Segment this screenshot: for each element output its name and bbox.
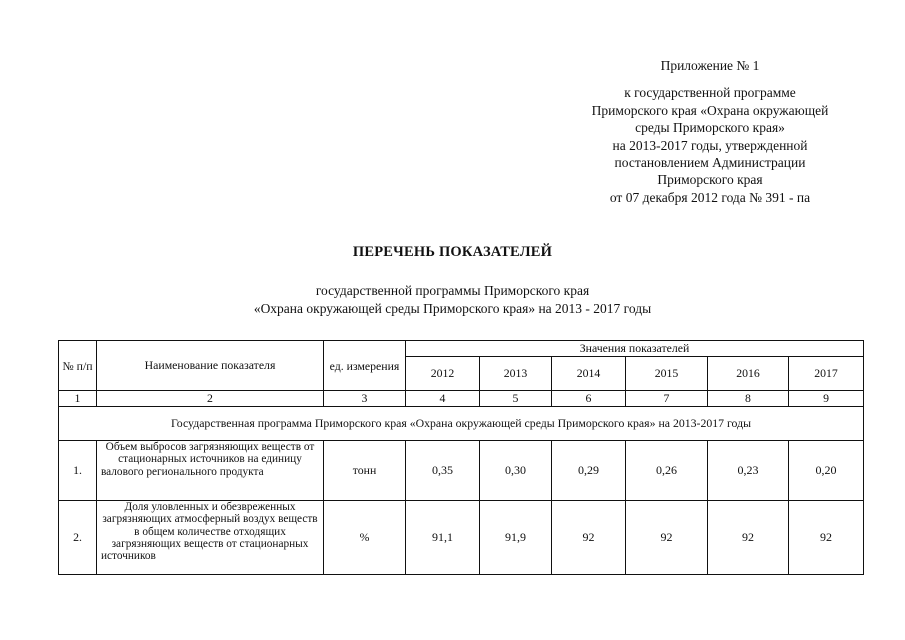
indicator-name: Доля уловленных и обезвреженных загрязняющих атмосферный воздух веществ в общем количестве отходящих загрязняющих веществ от стационарных источников (97, 501, 324, 575)
value-cell: 92 (552, 501, 626, 575)
column-number: 4 (406, 391, 480, 407)
column-number: 3 (324, 391, 406, 407)
column-number: 7 (626, 391, 708, 407)
value-cell: 0,23 (708, 441, 789, 501)
appendix-line: к государственной программе (624, 85, 796, 101)
table-row (59, 441, 864, 501)
header-year: 2017 (789, 357, 864, 391)
value-cell: 92 (626, 501, 708, 575)
header-year: 2016 (708, 357, 789, 391)
indicator-name: Объем выбросов загрязняющих веществ от стационарных источников на единицу валового регионального продукта (97, 441, 324, 501)
value-cell: 92 (708, 501, 789, 575)
row-num: 2. (59, 501, 97, 575)
column-number: 5 (480, 391, 552, 407)
table-row (59, 501, 864, 575)
value-cell: 91,1 (406, 501, 480, 575)
column-number: 1 (59, 391, 97, 407)
column-number: 9 (789, 391, 864, 407)
appendix-line: Приморского края «Охрана окружающей (591, 102, 829, 118)
appendix-line: постановлением Администрации (614, 155, 806, 171)
appendix-line: среды Приморского края» (635, 120, 785, 136)
column-number: 2 (97, 391, 324, 407)
value-cell: 92 (789, 501, 864, 575)
appendix-line: Приморского края (657, 172, 763, 188)
value-cell: 0,20 (789, 441, 864, 501)
header-year: 2013 (480, 357, 552, 391)
column-number-row (59, 391, 864, 407)
header-name: Наименование показателя (97, 341, 324, 391)
unit-cell: тонн (324, 441, 406, 501)
document-subtitle (0, 282, 905, 318)
subtitle-line: государственной программы Приморского края (315, 283, 590, 298)
value-cell: 0,29 (552, 441, 626, 501)
appendix-line: от 07 декабря 2012 года № 391 - па (609, 189, 811, 205)
indicators-table (58, 340, 864, 575)
subtitle-line: «Охрана окружающей среды Приморского края» на 2013 - 2017 годы (253, 301, 652, 316)
value-cell: 0,30 (480, 441, 552, 501)
appendix-heading: Приложение № 1 (660, 58, 760, 73)
value-cell: 0,26 (626, 441, 708, 501)
value-cell: 0,35 (406, 441, 480, 501)
value-cell: 91,9 (480, 501, 552, 575)
appendix-block (560, 57, 860, 206)
header-values-group: Значения показателей (406, 341, 864, 357)
program-row (59, 407, 864, 441)
program-title: Государственная программа Приморского края «Охрана окружающей среды Приморского края» на 2013-2017 годы (59, 407, 864, 441)
header-year: 2014 (552, 357, 626, 391)
document-title: ПЕРЕЧЕНЬ ПОКАЗАТЕЛЕЙ (352, 244, 553, 260)
header-year: 2012 (406, 357, 480, 391)
row-num: 1. (59, 441, 97, 501)
header-unit: ед. измерения (324, 341, 406, 391)
column-number: 8 (708, 391, 789, 407)
column-number: 6 (552, 391, 626, 407)
header-num: № п/п (59, 341, 97, 391)
unit-cell: % (324, 501, 406, 575)
header-year: 2015 (626, 357, 708, 391)
appendix-line: на 2013-2017 годы, утвержденной (612, 137, 808, 153)
